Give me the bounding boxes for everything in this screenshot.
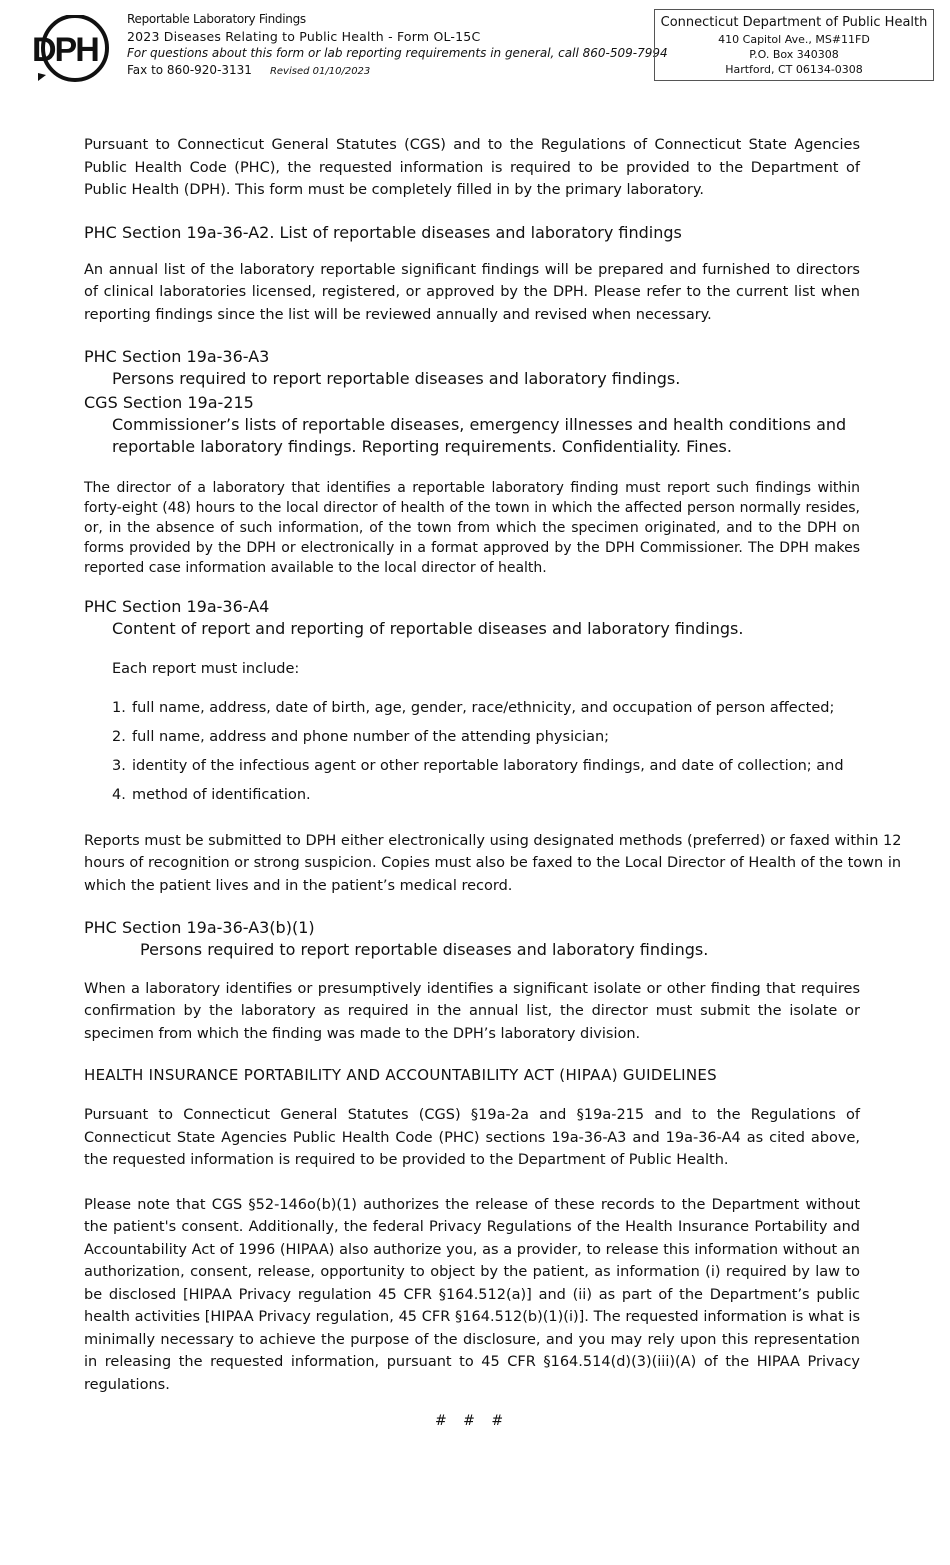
dph-logo: [30, 15, 110, 83]
revised-date: Revised 01/10/2023: [269, 66, 371, 77]
list-item: 3. identity of the infectious agent or other reportable laboratory findings, and date of collection; and: [112, 757, 844, 774]
fax-line: Fax to 860-920-3131: [127, 63, 252, 77]
list-item: 4. method of identification.: [112, 786, 311, 803]
section-paragraph: Reports must be submitted to DPH either electronically using designated methods (preferred) or faxed within 12 hours of recognition or strong suspicion. Copies must also be faxed to the Local Director of Health of the town in which the patient lives and in the patient’s medical record.: [84, 832, 902, 894]
list-lead: Each report must include:: [112, 661, 300, 677]
section-subheading: Commissioner’s lists of reportable diseases, emergency illnesses and health conditions and reportable laboratory findings. Reporting requirements. Confidentiality. Fines.: [112, 414, 847, 456]
list-item: 2. full name, address and phone number of the attending physician;: [112, 728, 610, 745]
section-heading: PHC Section 19a-36-A3: [84, 347, 270, 366]
hipaa-paragraph: Please note that CGS §52-146o(b)(1) authorizes the release of these records to the Department without the patient's consent. Additionally, the federal Privacy Regulations of the Health Insurance Portability and Accountability Act of 1996 (HIPAA) also authorize you, as a provider, to release this information without an authorization, consent, release, opportunity to object by the patient, as information (i) required by law to be disclosed [HIPAA Privacy regulation 45 CFR §164.512(a)] and (ii) as part of the Department’s public health activities [HIPAA Privacy regulation, 45 CFR §164.512(b)(1)(i)]. The requested information is what is minimally necessary to achieve the purpose of the disclosure, and you may rely upon this representation in releasing the requested information, pursuant to 45 CFR §164.514(d)(3)(iii)(A) of the HIPAA Privacy regulations.: [84, 1196, 860, 1393]
address-po-box: P.O. Box 340308: [749, 48, 839, 61]
hipaa-paragraph: Pursuant to Connecticut General Statutes (CGS) §19a-2a and §19a-215 and to the Regulations of Connecticut State Agencies Public Health Code (PHC) sections 19a-36-A3 and 19a-36-A4 as cited above, the requested information is required to be provided to the Department of Public Health.: [84, 1107, 860, 1168]
dph-logo-text: DPH: [32, 31, 98, 69]
section-paragraph: An annual list of the laboratory reportable significant findings will be prepared and furnished to directors of clinical laboratories licensed, registered, or approved by the DPH. Please refer to the current list when reporting findings since the list will be reviewed annually and revised when necessary.: [84, 261, 860, 323]
section-heading: PHC Section 19a-36-A2. List of reportable diseases and laboratory findings: [84, 222, 682, 242]
section-heading: CGS Section 19a-215: [84, 392, 254, 412]
section-subheading: Content of report and reporting of reportable diseases and laboratory findings.: [112, 618, 744, 638]
intro-paragraph: Pursuant to Connecticut General Statutes (CGS) and to the Regulations of Connecticut State Agencies Public Health Code (PHC), the requested information is required to be provided to the Department of Public Health (DPH). This form must be completely filled in by the primary laboratory.: [84, 137, 860, 198]
document-body: [84, 134, 902, 1429]
section-heading: PHC Section 19a-36-A4: [84, 596, 270, 616]
address-street: 410 Capitol Ave., MS#11FD: [718, 33, 870, 46]
address-city: Hartford, CT 06134-0308: [725, 63, 863, 76]
questions-line: For questions about this form or lab reporting requirements in general, call 860-509-7994: [127, 46, 668, 60]
form-title: 2023 Diseases Relating to Public Health - Form OL-15C: [127, 29, 481, 44]
list-item: 1. full name, address, date of birth, age, gender, race/ethnicity, and occupation of person affected;: [112, 699, 835, 716]
form-name: Reportable Laboratory Findings: [127, 12, 306, 26]
section-paragraph: When a laboratory identifies or presumptively identifies a significant isolate or other finding that requires confirmation by the laboratory as required in the annual list, the director must submit the isolate or specimen from which the finding was made to the DPH’s laboratory division.: [84, 980, 860, 1042]
form-header: [127, 11, 668, 80]
address-box: [654, 9, 934, 81]
requirements-list: [84, 697, 860, 806]
hipaa-heading: HEALTH INSURANCE PORTABILITY AND ACCOUNTABILITY ACT (HIPAA) GUIDELINES: [84, 1066, 717, 1084]
end-mark: # # #: [434, 1413, 510, 1429]
address-org: Connecticut Department of Public Health: [660, 15, 928, 30]
section-subheading: Persons required to report reportable diseases and laboratory findings.: [140, 940, 709, 959]
section-paragraph: The director of a laboratory that identifies a reportable laboratory finding must report such findings within forty-eight (48) hours to the local director of health of the town in which the affected person normally resides, or, in the absence of such information, of the town from which the specimen originated, and to the DPH on forms provided by the DPH or electronically in a format approved by the DPH Commissioner. The DPH makes reported case information available to the local director of health.: [84, 479, 860, 576]
section-heading: PHC Section 19a-36-A3(b)(1): [84, 918, 315, 937]
section-subheading: Persons required to report reportable diseases and laboratory findings.: [112, 369, 681, 388]
